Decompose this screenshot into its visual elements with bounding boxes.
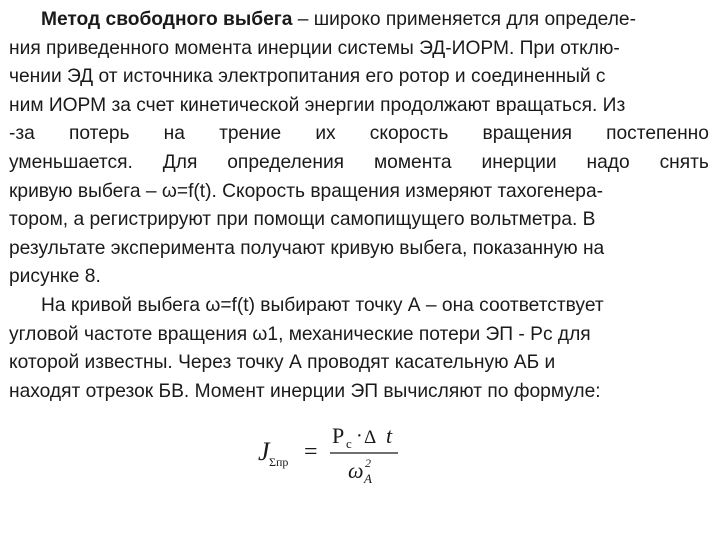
- text-line-6: [9, 149, 709, 178]
- word: момента: [373, 151, 452, 173]
- formula-den-omega: ω: [348, 458, 364, 483]
- word: -за: [9, 123, 35, 145]
- text-line-11: На кривой выбега ω=f(t) выбирают точку А – она соответствует: [41, 294, 604, 316]
- text-line-5: [9, 120, 709, 149]
- word: трение: [219, 123, 282, 145]
- text-line-14: находят отрезок БВ. Момент инерции ЭП вычисляют по формуле:: [9, 380, 601, 402]
- formula-num-p-sub: c: [346, 436, 352, 451]
- formula-svg: [258, 420, 418, 490]
- formula-den-sub: A: [364, 471, 372, 486]
- text-line-2: ния приведенного момента инерции системы ЭД-ИОРМ. При отклю-: [9, 37, 620, 59]
- text-line-1: [9, 6, 709, 35]
- word: скорость: [369, 123, 449, 145]
- paragraph-text: [9, 6, 709, 406]
- word: Для: [162, 151, 198, 173]
- formula-num-p: P: [332, 423, 345, 448]
- formula-num-t: t: [386, 423, 393, 448]
- text-line-8: тором, а регистрируют при помощи самопищущего вольтметра. В: [9, 209, 596, 231]
- word: на: [163, 123, 185, 145]
- word: инерции: [481, 151, 557, 173]
- term-bold: Метод свободного выбега: [41, 9, 293, 30]
- formula-lhs-main: J: [258, 437, 270, 466]
- word: определения: [227, 151, 345, 173]
- formula-lhs-sub: Σпр: [269, 455, 289, 469]
- text-line-10: рисунке 8.: [9, 266, 101, 288]
- text-line-3: чении ЭД от источника электропитания его ротор и соединенный с: [9, 66, 606, 88]
- formula-num-delta: Δ: [364, 427, 377, 448]
- line-rest: – широко применяется для определе-: [292, 9, 636, 30]
- word: постепенно: [606, 123, 709, 145]
- text-line-7: кривую выбега – ω=f(t). Скорость вращения измеряют тахогенера-: [9, 180, 604, 202]
- text-line-4: ним ИОРМ за счет кинетической энергии продолжают вращаться. Из: [9, 94, 626, 116]
- word: потерь: [68, 123, 130, 145]
- word: уменьшается.: [9, 151, 133, 173]
- text-line-12: угловой частоте вращения ω1, механические потери ЭП - Рс для: [9, 323, 591, 345]
- text-line-9: результате эксперимента получают кривую выбега, показанную на: [9, 237, 605, 259]
- word: вращения: [482, 123, 572, 145]
- word: снять: [659, 151, 709, 173]
- moment-of-inertia-formula: [258, 420, 418, 490]
- word: надо: [586, 151, 630, 173]
- word: их: [315, 123, 336, 145]
- formula-num-dot: ·: [356, 425, 363, 447]
- formula-den-sup: 2: [365, 456, 371, 470]
- formula-equals: =: [304, 439, 318, 465]
- text-line-13: которой известны. Через точку А проводят касательную АБ и: [9, 352, 556, 374]
